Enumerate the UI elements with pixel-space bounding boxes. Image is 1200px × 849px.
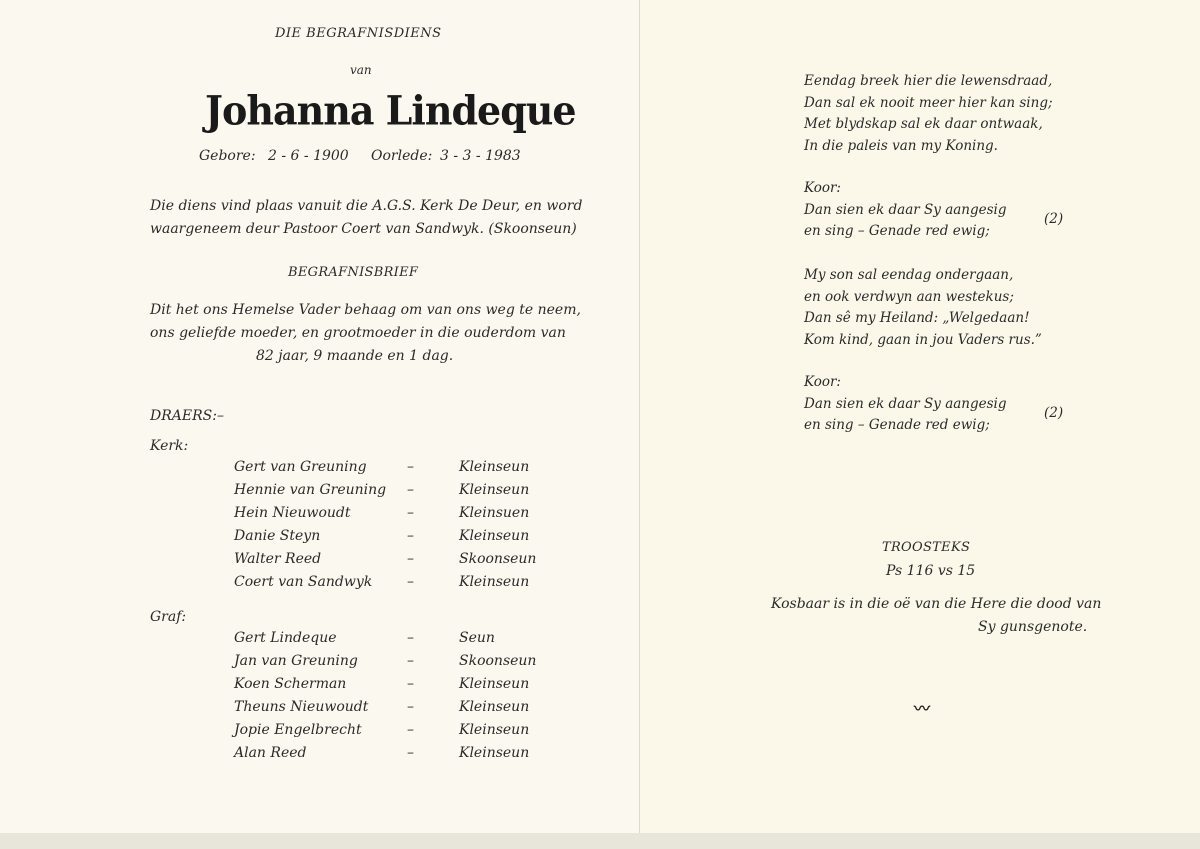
church-label: Kerk: (150, 438, 189, 454)
bearer-relation: Kleinseun (459, 745, 530, 761)
chorus-1-label: Koor: (804, 180, 841, 196)
bearer-row (234, 722, 554, 745)
died-date: 3 - 3 - 1983 (440, 148, 521, 164)
bearer-row (234, 745, 554, 768)
bearer-relation: Seun (459, 630, 495, 646)
bearer-dash: – (407, 551, 414, 567)
bearer-name: Alan Reed (234, 745, 307, 761)
wave-ornament-icon: 〰 (914, 699, 931, 718)
bearer-row (234, 574, 554, 597)
bearer-relation: Kleinsuen (459, 505, 530, 521)
bearer-name: Coert van Sandwyk (234, 574, 373, 590)
verse-1-line: Met blydskap sal ek daar ontwaak, (804, 116, 1043, 132)
bearer-dash: – (407, 653, 414, 669)
chorus-2-line: en sing – Genade red ewig; (804, 417, 990, 433)
bearer-row (234, 630, 554, 653)
bearer-relation: Kleinseun (459, 528, 530, 544)
verse-2 (804, 265, 1042, 351)
right-page (640, 0, 1200, 849)
letter-line-1: Dit het ons Hemelse Vader behaag om van ons weg te neem, (150, 302, 581, 318)
van-label: van (350, 63, 372, 77)
bearer-row (234, 699, 554, 722)
comfort-heading: TROOSTEKS (882, 540, 971, 555)
bearer-relation: Kleinseun (459, 574, 530, 590)
bearer-dash: – (407, 630, 414, 646)
letter-line-3: 82 jaar, 9 maande en 1 dag. (256, 348, 454, 364)
verse-1-line: In die paleis van my Koning. (804, 137, 998, 154)
bearer-name: Gert van Greuning (234, 459, 367, 475)
service-title: DIE BEGRAFNISDIENS (275, 26, 442, 41)
bearer-row (234, 653, 554, 676)
bearer-dash: – (407, 676, 414, 692)
comfort-line-1: Kosbaar is in die oë van die Here die dood van (771, 596, 1102, 612)
chorus-1-line: Dan sien ek daar Sy aangesig (804, 201, 1007, 218)
letter-heading: BEGRAFNISBRIEF (288, 265, 419, 280)
bearer-name: Hennie van Greuning (234, 482, 387, 498)
bearer-name: Hein Nieuwoudt (234, 505, 351, 521)
bearer-relation: Kleinseun (459, 722, 530, 738)
chorus-1-line: en sing – Genade red ewig; (804, 223, 990, 239)
bearer-dash: – (407, 505, 414, 521)
service-info-line-1: Die diens vind plaas vanuit die A.G.S. Kerk De Deur, en word (150, 198, 583, 214)
bearer-relation: Skoonseun (459, 653, 537, 669)
bearer-dash: – (407, 745, 414, 761)
bearer-name: Jan van Greuning (234, 653, 358, 669)
bearer-name: Koen Scherman (234, 676, 347, 692)
bearer-dash: – (407, 528, 414, 544)
verse-2-line: My son sal eendag ondergaan, (804, 267, 1014, 283)
verse-2-line: en ook verdwyn aan westekus; (804, 288, 1014, 305)
chorus-2-label: Koor: (804, 374, 841, 390)
bearer-row (234, 528, 554, 551)
bearer-name: Theuns Nieuwoudt (234, 699, 369, 715)
bearer-relation: Kleinseun (459, 676, 530, 692)
bearer-dash: – (407, 482, 414, 498)
bearer-dash: – (407, 574, 414, 590)
verse-2-line: Dan sê my Heiland: „Welgedaan! (804, 310, 1030, 326)
bearer-name: Gert Lindeque (234, 630, 337, 646)
bearer-dash: – (407, 699, 414, 715)
died-label: Oorlede: (371, 148, 433, 164)
bearer-row (234, 551, 554, 574)
comfort-line-2: Sy gunsgenote. (978, 619, 1088, 635)
grave-label: Graf: (150, 609, 187, 625)
verse-1-line: Eendag breek hier die lewensdraad, (804, 73, 1053, 89)
bearer-row (234, 505, 554, 528)
bearer-relation: Kleinseun (459, 459, 530, 475)
bearer-relation: Skoonseun (459, 551, 537, 567)
deceased-name: Johanna Lindeque (205, 86, 576, 135)
bearer-relation: Kleinseun (459, 482, 530, 498)
verse-1 (804, 71, 1053, 157)
bearer-name: Jopie Engelbrecht (234, 722, 362, 738)
chorus-2-line: Dan sien ek daar Sy aangesig (804, 395, 1007, 412)
chorus-1 (804, 178, 1007, 243)
bearer-relation: Kleinseun (459, 699, 530, 715)
service-info-line-2: waargeneem deur Pastoor Coert van Sandwyk. (Skoonseun) (150, 221, 577, 237)
verse-2-line: Kom kind, gaan in jou Vaders rus.” (804, 331, 1042, 348)
bearer-dash: – (407, 722, 414, 738)
chorus-1-repeat: (2) (1044, 211, 1064, 227)
bearer-row (234, 459, 554, 482)
chorus-2 (804, 372, 1007, 437)
bearer-row (234, 482, 554, 505)
bearer-dash: – (407, 459, 414, 475)
born-date: 2 - 6 - 1900 (268, 148, 349, 164)
chorus-2-repeat: (2) (1044, 405, 1064, 421)
verse-1-line: Dan sal ek nooit meer hier kan sing; (804, 94, 1053, 111)
bearer-row (234, 676, 554, 699)
bearer-name: Danie Steyn (234, 528, 321, 544)
bottom-edge (0, 833, 1200, 849)
born-label: Gebore: (199, 148, 256, 164)
bearer-name: Walter Reed (234, 551, 322, 567)
comfort-reference: Ps 116 vs 15 (886, 563, 976, 579)
letter-line-2: ons geliefde moeder, en grootmoeder in die ouderdom van (150, 325, 566, 341)
bearers-heading: DRAERS:– (150, 408, 224, 424)
